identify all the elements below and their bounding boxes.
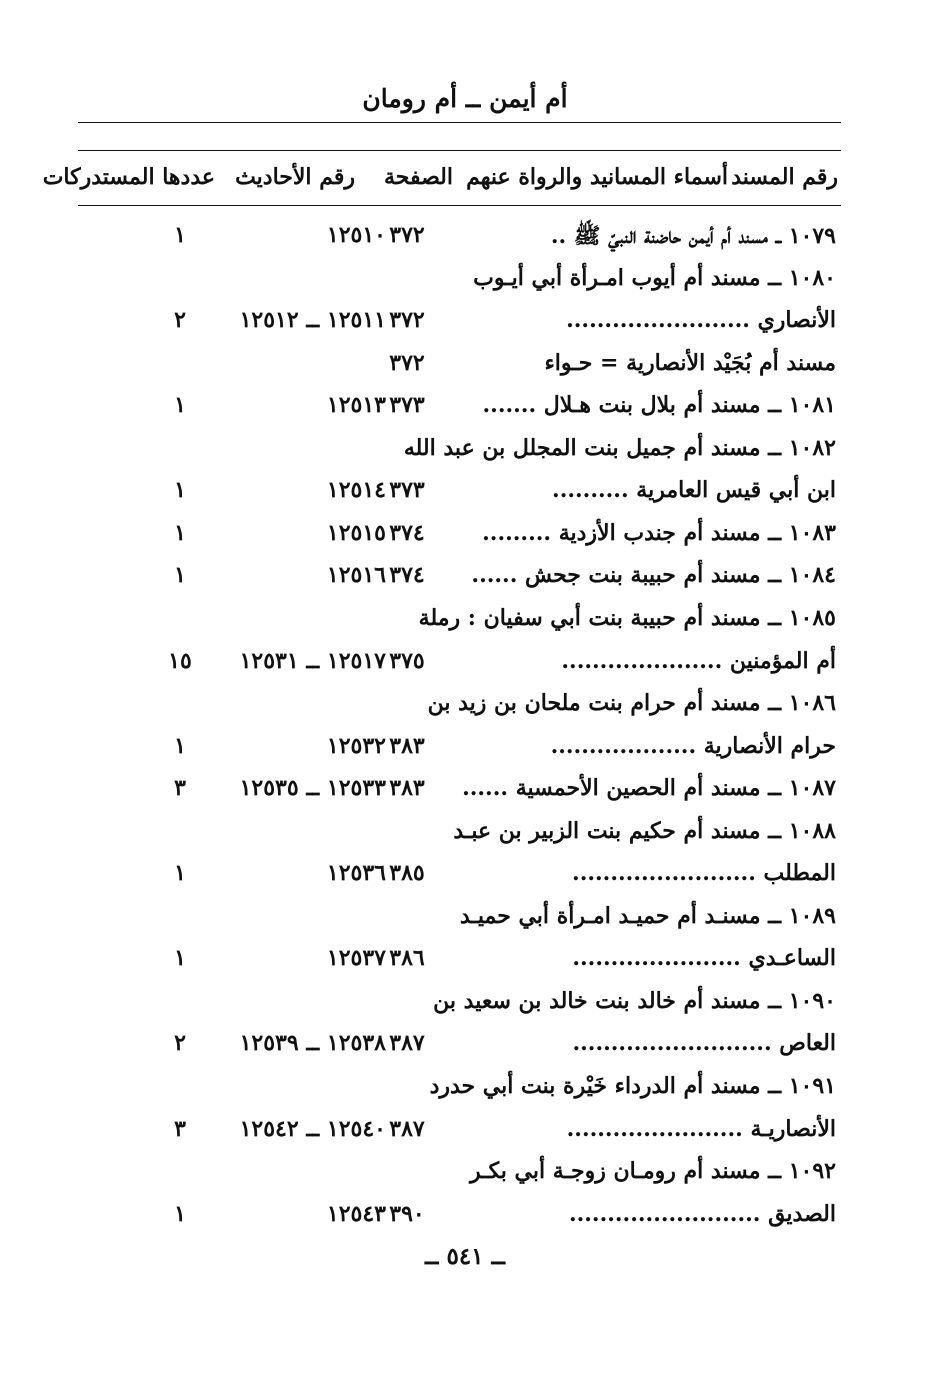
entry-hadith-numbers: ١٢٥١٠ bbox=[326, 222, 386, 248]
table-row bbox=[0, 392, 930, 432]
table-row bbox=[0, 435, 930, 475]
entry-title: ١٠٨٥ ــ مسند أم حبيبة بنت أبي سفيان : رملة bbox=[418, 605, 836, 631]
entry-count: ١ bbox=[174, 520, 186, 546]
header-rule-middle bbox=[78, 150, 841, 151]
entry-hadith-numbers: ١٢٥٤٠ ــ ١٢٥٤٢ bbox=[239, 1116, 386, 1142]
entry-count: ١ bbox=[174, 945, 186, 971]
table-row bbox=[0, 733, 930, 773]
table-row bbox=[0, 562, 930, 602]
table-row bbox=[0, 1073, 930, 1113]
entry-hadith-numbers: ١٢٥٣٨ ــ ١٢٥٣٩ bbox=[239, 1030, 386, 1056]
table-row bbox=[0, 988, 930, 1028]
entry-page: ٣٧٢ bbox=[389, 222, 425, 248]
entry-hadith-numbers: ١٢٥١٧ ــ ١٢٥٣١ bbox=[239, 648, 386, 674]
entry-count: ١ bbox=[174, 1201, 186, 1227]
entry-title: العاص .......................... bbox=[572, 1030, 836, 1056]
entry-hadith-numbers: ١٢٥٤٣ bbox=[326, 1201, 386, 1227]
entry-count: ٢ bbox=[174, 307, 186, 333]
table-row bbox=[0, 690, 930, 730]
entry-page: ٣٨٥ bbox=[389, 860, 425, 886]
entry-title: الأنصاريـة ....................... bbox=[566, 1116, 836, 1142]
entry-count: ١ bbox=[174, 562, 186, 588]
entry-title: ابن أبي قيس العامرية .......... bbox=[552, 477, 836, 503]
table-row bbox=[0, 903, 930, 943]
entry-count: ٣ bbox=[174, 1116, 186, 1142]
entry-page: ٣٧٤ bbox=[389, 562, 425, 588]
table-row bbox=[0, 222, 930, 262]
entry-title: ١٠٩١ ــ مسند أم الدرداء خَيْرة بنت أبي حدرد bbox=[429, 1073, 836, 1099]
entry-title: مسند أم بُجَيْد الأنصارية = حـواء bbox=[544, 350, 836, 376]
entry-title: ١٠٨٩ ــ مسنـد أم حميـد امـرأة أبي حميـد bbox=[459, 903, 836, 929]
table-row bbox=[0, 1116, 930, 1156]
entry-hadith-numbers: ١٢٥٣٢ bbox=[326, 733, 386, 759]
entry-page: ٣٩٠ bbox=[389, 1201, 425, 1227]
entry-count: ١ bbox=[174, 222, 186, 248]
table-row bbox=[0, 860, 930, 900]
table-row bbox=[0, 775, 930, 815]
entry-count: ٣ bbox=[174, 775, 186, 801]
entry-title: ١٠٨٤ ــ مسند أم حبيبة بنت جحش ...... bbox=[471, 562, 836, 588]
entry-title: ١٠٨٠ ــ مسند أم أيوب امـرأة أبي أيـوب bbox=[473, 265, 836, 291]
table-row bbox=[0, 818, 930, 858]
running-head: أم أيمن ــ أم رومان bbox=[362, 84, 568, 113]
table-row bbox=[0, 1030, 930, 1070]
table-row bbox=[0, 605, 930, 645]
entry-count: ١ bbox=[174, 392, 186, 418]
column-header-names: أسماء المسانيد والرواة عنهم bbox=[466, 164, 728, 190]
entry-count: ٢ bbox=[174, 1030, 186, 1056]
table-row bbox=[0, 265, 930, 305]
table-row bbox=[0, 1158, 930, 1198]
table-row bbox=[0, 1201, 930, 1241]
entry-page: ٣٨٧ bbox=[389, 1030, 425, 1056]
entry-hadith-numbers: ١٢٥٣٧ bbox=[326, 945, 386, 971]
entry-page: ٣٧٣ bbox=[389, 477, 425, 503]
entry-hadith-numbers: ١٢٥١١ ــ ١٢٥١٢ bbox=[239, 307, 386, 333]
entry-hadith-numbers: ١٢٥١٤ bbox=[326, 477, 386, 503]
entry-title: الأنصاري ........................ bbox=[566, 307, 836, 333]
entry-page: ٣٧٣ bbox=[389, 392, 425, 418]
entry-hadith-numbers: ١٢٥٣٣ ــ ١٢٥٣٥ bbox=[239, 775, 386, 801]
column-header-hadith-numbers: رقم الأحاديث bbox=[235, 164, 355, 190]
entry-title: ١٠٨٣ ــ مسند أم جندب الأزدية ......... bbox=[482, 520, 836, 546]
entry-title: ١٠٨١ ــ مسند أم بلال بنت هـلال ....... bbox=[482, 392, 836, 418]
table-row bbox=[0, 945, 930, 985]
entry-hadith-numbers: ١٢٥١٥ bbox=[326, 520, 386, 546]
entry-page: ٣٧٤ bbox=[389, 520, 425, 546]
entry-count: ١ bbox=[174, 733, 186, 759]
entry-hadith-numbers: ١٢٥١٦ bbox=[326, 562, 386, 588]
entry-page: ٣٧٢ bbox=[389, 350, 425, 376]
entry-title: ١٠٧٩ ــ مسند أم أيمن حاضنة النبيّ ﷺ .. bbox=[550, 223, 836, 249]
column-header-page: الصفحة bbox=[383, 164, 453, 190]
entry-hadith-numbers: ١٢٥٣٦ bbox=[326, 860, 386, 886]
entry-title: حرام الأنصارية ................... bbox=[550, 733, 836, 759]
table-row bbox=[0, 648, 930, 688]
entry-page: ٣٧٢ bbox=[389, 307, 425, 333]
page-number: ــ ٥٤١ ــ bbox=[424, 1243, 506, 1270]
entry-hadith-numbers: ١٢٥١٣ bbox=[326, 392, 386, 418]
entry-title: الساعـدي ...................... bbox=[572, 945, 836, 971]
entry-count: ١ bbox=[174, 477, 186, 503]
table-row bbox=[0, 350, 930, 390]
entry-page: ٣٨٣ bbox=[389, 733, 425, 759]
entry-title: المطلب ........................ bbox=[572, 860, 836, 886]
table-row bbox=[0, 477, 930, 517]
entry-title: ١٠٩٢ ــ مسند أم رومـان زوجـة أبي بكـر bbox=[470, 1158, 836, 1184]
entry-title: أم المؤمنين ..................... bbox=[561, 648, 836, 674]
entry-count: ١٥ bbox=[168, 648, 192, 674]
entry-page: ٣٨٦ bbox=[389, 945, 425, 971]
entry-page: ٣٨٣ bbox=[389, 775, 425, 801]
entry-page: ٣٧٥ bbox=[389, 648, 425, 674]
table-row bbox=[0, 520, 930, 560]
table-row bbox=[0, 307, 930, 347]
header-rule-top bbox=[78, 122, 841, 123]
entry-title: ١٠٨٨ ــ مسند أم حكيم بنت الزبير بن عبـد bbox=[453, 818, 836, 844]
entry-page: ٣٨٧ bbox=[389, 1116, 425, 1142]
entry-title: ١٠٨٦ ــ مسند أم حرام بنت ملحان بن زيد بن bbox=[427, 690, 836, 716]
entry-title: الصديق ......................... bbox=[568, 1201, 836, 1227]
column-header-musnad-number: رقم المسند bbox=[731, 164, 838, 190]
entry-title: ١٠٨٢ ــ مسند أم جميل بنت المجلل بن عبد الله bbox=[403, 435, 836, 461]
entry-title: ١٠٩٠ ــ مسند أم خالد بنت خالد بن سعيد بن bbox=[433, 988, 836, 1014]
column-header-count: عددها المستدركات bbox=[42, 164, 215, 190]
header-rule-bottom bbox=[78, 205, 841, 206]
entry-title: ١٠٨٧ ــ مسند أم الحصين الأحمسية ...... bbox=[462, 775, 836, 801]
entry-count: ١ bbox=[174, 860, 186, 886]
